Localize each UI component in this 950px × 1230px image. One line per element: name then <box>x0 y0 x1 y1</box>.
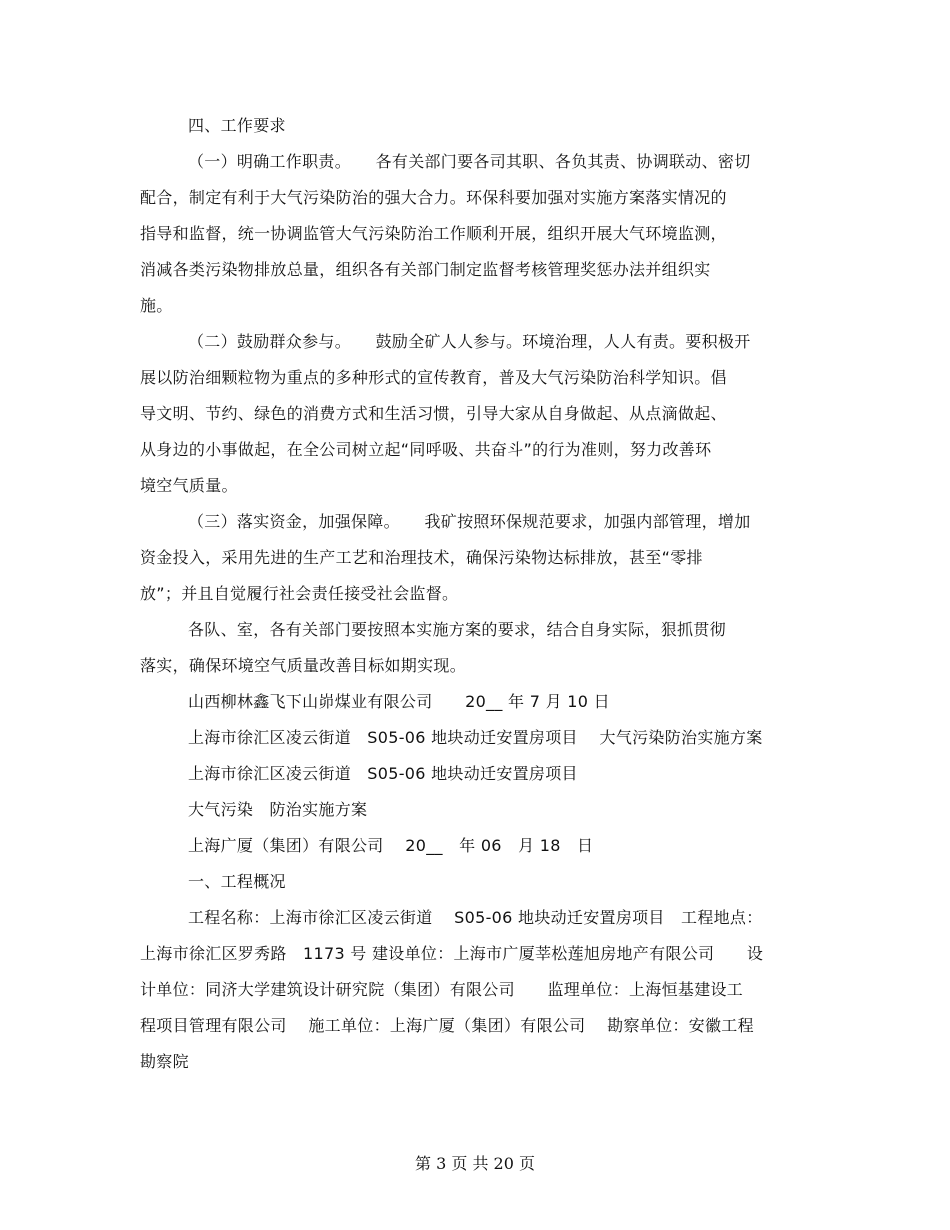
text-line: 落实，确保环境空气质量改善目标如期实现。 <box>140 656 467 675</box>
text-line: 各队、室，各有关部门要按照本实施方案的要求，结合自身实际，狠抓贯彻 <box>188 620 726 639</box>
text-line: 配合，制定有利于大气污染防治的强大合力。环保科要加强对实施方案落实情况的 <box>140 188 727 207</box>
text-line: 从身边的小事做起，在全公司树立起“同呼吸、共奋斗”的行为准则，努力改善环 <box>140 440 712 459</box>
text-line: 导文明、节约、绿色的消费方式和生活习惯，引导大家从自身做起、从点滴做起、 <box>140 404 727 423</box>
text-line: 山西柳林鑫飞下山峁煤业有限公司 20__ 年 7 月 10 日 <box>188 692 610 711</box>
text-line: 上海广厦（集团）有限公司 20__ 年 06 月 18 日 <box>188 836 594 855</box>
text-line: 放”；并且自觉履行社会责任接受社会监督。 <box>140 584 459 603</box>
page-footer: 第 3 页 共 20 页 <box>415 1154 535 1173</box>
text-line: 展以防治细颗粒物为重点的多种形式的宣传教育，普及大气污染防治科学知识。倡 <box>140 368 727 387</box>
text-line: 消减各类污染物排放总量，组织各有关部门制定监督考核管理奖惩办法并组织实 <box>140 260 711 279</box>
text-line: 四、工作要求 <box>188 116 286 135</box>
text-line: （一）明确工作职责。 各有关部门要各司其职、各负其责、协调联动、密切 <box>188 152 751 171</box>
text-line: （三）落实资金，加强保障。 我矿按照环保规范要求，加强内部管理，增加 <box>188 512 751 531</box>
text-line: 勘察院 <box>140 1052 189 1071</box>
text-line: 上海市徐汇区凌云街道 S05-06 地块动迁安置房项目 <box>188 764 578 783</box>
text-line: （二）鼓励群众参与。 鼓励全矿人人参与。环境治理，人人有责。要积极开 <box>188 332 751 351</box>
text-line: 指导和监督，统一协调监管大气污染防治工作顺利开展，组织开展大气环境监测， <box>140 224 727 243</box>
text-line: 施。 <box>140 296 173 315</box>
text-line: 资金投入，采用先进的生产工艺和治理技术，确保污染物达标排放，甚至“零排 <box>140 548 703 567</box>
text-line: 工程名称：上海市徐汇区凌云街道 S05-06 地块动迁安置房项目 工程地点： <box>188 908 763 927</box>
text-line: 程项目管理有限公司 施工单位：上海广厦（集团）有限公司 勘察单位：安徽工程 <box>140 1016 754 1035</box>
text-line: 上海市徐汇区罗秀路 1173 号 建设单位：上海市广厦莘松莲旭房地产有限公司 设 <box>140 944 764 963</box>
text-line: 计单位：同济大学建筑设计研究院（集团）有限公司 监理单位：上海恒基建设工 <box>140 980 744 999</box>
text-line: 上海市徐汇区凌云街道 S05-06 地块动迁安置房项目 大气污染防治实施方案 <box>188 728 763 747</box>
text-line: 境空气质量。 <box>140 476 238 495</box>
text-line: 一、工程概况 <box>188 872 286 891</box>
document-body <box>140 108 800 1080</box>
text-line: 大气污染 防治实施方案 <box>188 800 368 819</box>
